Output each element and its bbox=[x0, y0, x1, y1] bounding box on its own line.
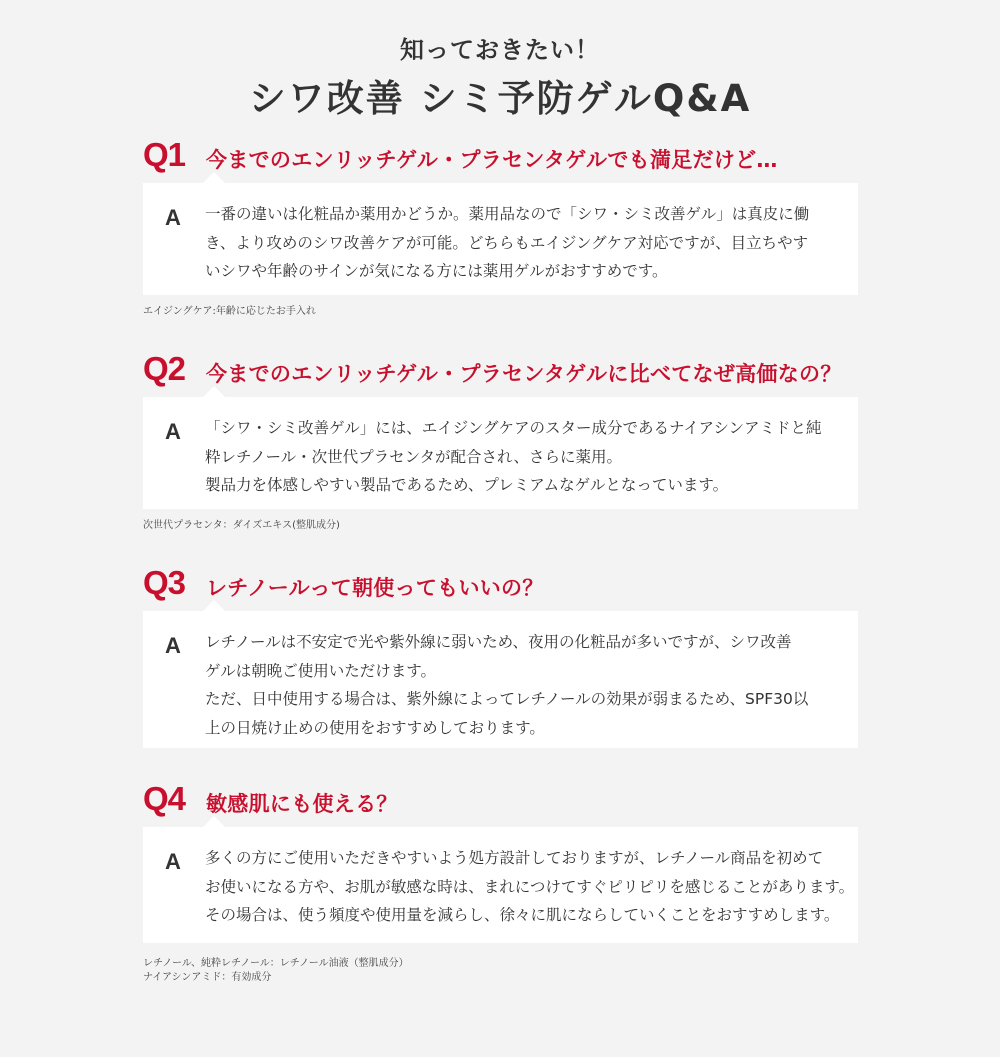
answer-text bbox=[205, 844, 855, 930]
question-number: Q1 bbox=[143, 136, 186, 173]
answer-box bbox=[143, 827, 858, 943]
answer-line: その場合は、使う頻度や使用量を減らし、徐々に肌にならしていくことをおすすめします。 bbox=[205, 906, 840, 924]
answer-line: 製品力を体感しやすい製品であるため、プレミアムなゲルとなっています。 bbox=[205, 476, 729, 494]
answer-box bbox=[143, 183, 858, 295]
answer-mark: A bbox=[165, 633, 181, 658]
footnote-line: レチノール、純粋レチノール：レチノール油液（整肌成分） bbox=[143, 958, 409, 969]
answer-line: ゲルは朝晩ご使用いただけます。 bbox=[205, 661, 436, 680]
answer-text bbox=[205, 414, 845, 500]
question-text: 今までのエンリッチゲル・プラセンタゲルに比べてなぜ高価なの？ bbox=[206, 362, 842, 386]
answer-line: いシワや年齢のサインが気になる方には薬用ゲルがおすすめです。 bbox=[205, 262, 668, 280]
answer-line: 上の日焼け止めの使用をおすすめしております。 bbox=[205, 718, 545, 737]
answer-mark: A bbox=[165, 205, 181, 230]
question-number: Q2 bbox=[143, 350, 186, 387]
answer-line: き、より攻めのシワ改善ケアが可能。どちらもエイジングケア対応ですが、目立ちやす bbox=[205, 233, 809, 252]
answer-box bbox=[143, 397, 858, 509]
page-subtitle: 知っておきたい！ bbox=[400, 36, 600, 64]
footnote-line: エイジングケア:年齢に応じたお手入れ bbox=[143, 306, 316, 317]
footnote bbox=[143, 305, 316, 319]
answer-box bbox=[143, 611, 858, 748]
question-text: レチノールって朝使ってもいいの？ bbox=[206, 576, 544, 600]
answer-line: レチノールは不安定で光や紫外線に弱いため、夜用の化粧品が多いですが、シワ改善 bbox=[205, 633, 792, 651]
question-text: 敏感肌にも使える？ bbox=[206, 792, 398, 816]
answer-line: 粋レチノール・次世代プラセンタが配合され、さらに薬用。 bbox=[205, 447, 622, 466]
question-number: Q4 bbox=[143, 780, 186, 817]
footnote bbox=[143, 957, 409, 985]
page-title: シワ改善 シミ予防ゲルQ&A bbox=[248, 77, 752, 120]
footnote-line: 次世代プラセンタ：ダイズエキス(整肌成分) bbox=[143, 520, 340, 531]
answer-mark: A bbox=[165, 849, 181, 874]
answer-line: お使いになる方や、お肌が敏感な時は、まれにつけてすぐピリピリを感じることがあります。 bbox=[205, 877, 855, 896]
answer-text bbox=[205, 628, 845, 742]
answer-text bbox=[205, 200, 845, 286]
answer-mark: A bbox=[165, 419, 181, 444]
answer-line: 「シワ・シミ改善ゲル」には、エイジングケアのスター成分であるナイアシンアミドと純 bbox=[205, 419, 822, 437]
question-text: 今までのエンリッチゲル・プラセンタゲルでも満足だけど… bbox=[206, 148, 778, 172]
answer-line: 一番の違いは化粧品か薬用かどうか。薬用品なので「シワ・シミ改善ゲル」は真皮に働 bbox=[205, 205, 810, 223]
answer-line: ただ、日中使用する場合は、紫外線によってレチノールの効果が弱まるため、SPF30以 bbox=[205, 690, 809, 708]
question-number: Q3 bbox=[143, 564, 186, 601]
footnote-line: ナイアシンアミド：有効成分 bbox=[143, 972, 272, 983]
answer-line: 多くの方にご使用いただきやすいよう処方設計しておりますが、レチノール商品を初めて bbox=[205, 849, 824, 867]
footnote bbox=[143, 519, 340, 533]
